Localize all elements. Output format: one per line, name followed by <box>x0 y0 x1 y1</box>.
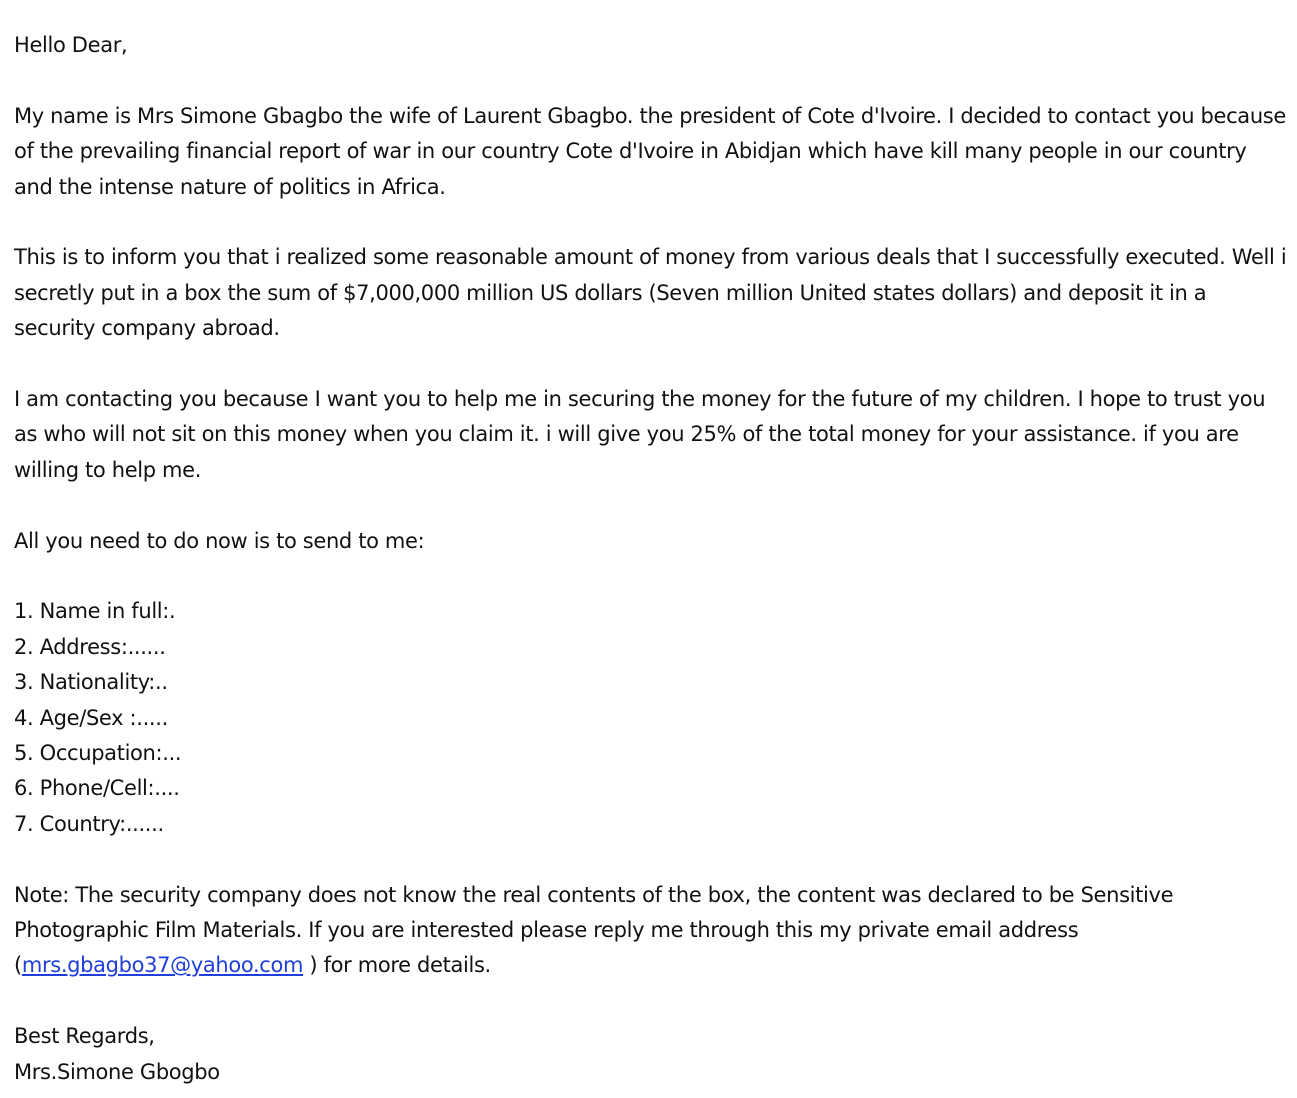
list-item-country: 7. Country:...... <box>14 811 164 836</box>
list-item-name: 1. Name in full:. <box>14 599 176 624</box>
requested-details-list <box>14 594 1287 842</box>
list-item-age-sex: 4. Age/Sex :..... <box>14 705 168 730</box>
closing: Best Regards, <box>14 1024 155 1049</box>
paragraph-request: I am contacting you because I want you to help me in securing the money for the future of my children. I hope to trust you as who will not sit on this money when you claim it. i will give you 25% of the total money for your assistance. if you are willing to help me. <box>14 387 1266 482</box>
paragraph-intro: My name is Mrs Simone Gbagbo the wife of Laurent Gbagbo. the president of Cote d'Ivoire. I decided to contact you because of the prevailing financial report of war in our country Cote d'Ivoire in Abidjan which have kill many people in our country and the intense nature of politics in Africa. <box>14 103 1286 199</box>
note-text-after-email: ) for more details. <box>303 953 491 978</box>
list-item-phone: 6. Phone/Cell:.... <box>14 776 180 801</box>
list-item-address: 2. Address:...... <box>14 634 166 659</box>
list-item-nationality: 3. Nationality:.. <box>14 670 168 695</box>
note-paragraph <box>14 878 1287 984</box>
list-item-occupation: 5. Occupation:... <box>14 741 182 766</box>
signature-block <box>14 1019 1287 1090</box>
paragraph-money: This is to inform you that i realized some reasonable amount of money from various deals that I successfully executed. Well i secretly put in a box the sum of $7,000,000 million US dollars (Seven million United states dollars) and deposit it in a security company abroad. <box>14 245 1287 341</box>
greeting: Hello Dear, <box>14 33 128 57</box>
email-link[interactable]: mrs.gbagbo37@yahoo.com <box>21 953 304 978</box>
list-intro: All you need to do now is to send to me: <box>14 528 425 553</box>
signature-name: Mrs.Simone Gbogbo <box>14 1059 220 1084</box>
note-text-before-email: Note: The security company does not know the real contents of the box, the content was declared to be Sensitive Photographic Film Materials. If you are interested please reply me through this my private email address ( <box>14 882 1174 978</box>
